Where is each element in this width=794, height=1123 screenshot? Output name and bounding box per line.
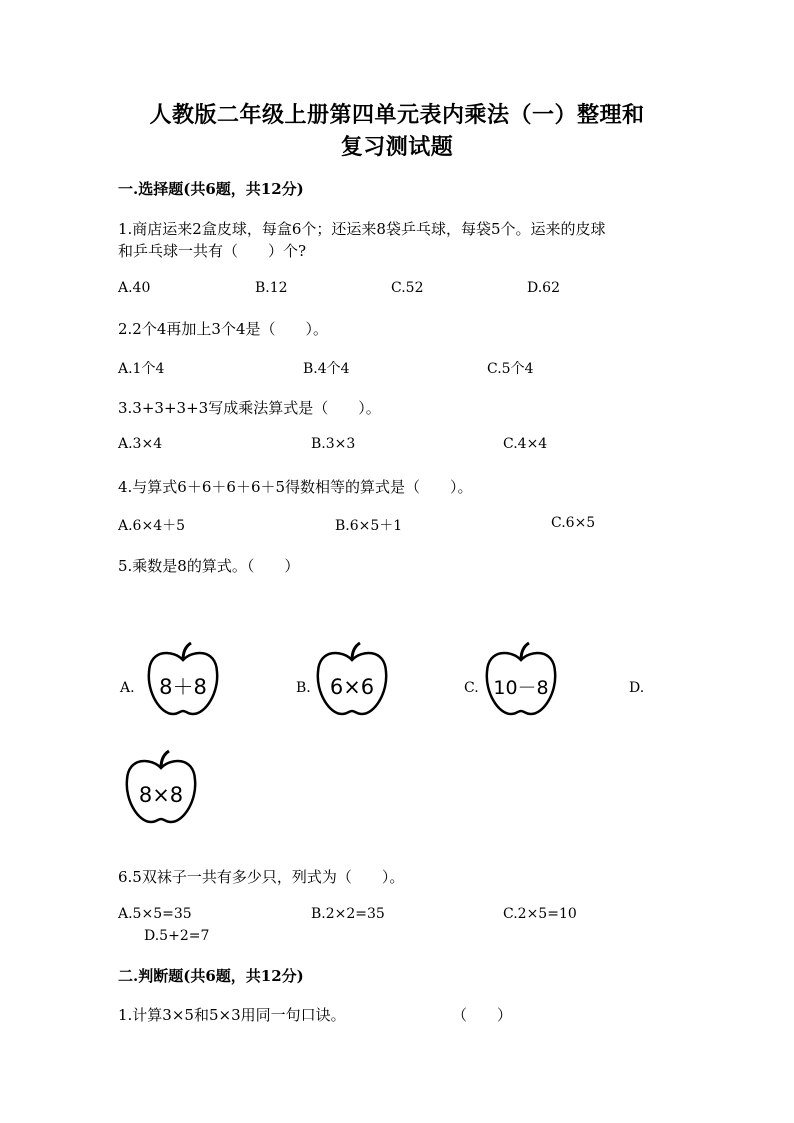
question-3-option-a: A.3×4 [118, 436, 163, 452]
question-1-option-b: B.12 [255, 280, 288, 296]
question-5-stem: 5.乘数是8的算式。（ ） [118, 557, 300, 575]
question-1-option-a: A.40 [118, 280, 151, 296]
apple-option-c [482, 640, 560, 720]
apple-option-d [122, 748, 200, 828]
judgement-1-stem: 1.计算3×5和5×3用同一句口诀。 [118, 1006, 346, 1024]
question-1-option-d: D.62 [527, 280, 560, 296]
apple-c-expression: 10－8 [493, 677, 549, 699]
question-3-option-b: B.3×3 [311, 436, 356, 452]
question-6-option-d: D.5+2=7 [144, 928, 210, 944]
question-2-option-c: C.5个4 [487, 361, 534, 377]
question-5-label-d: D. [629, 680, 645, 696]
section-heading-judgement: 二.判断题(共6题，共12分) [118, 967, 304, 985]
question-5-label-b: B. [296, 680, 311, 696]
page-title-line-1: 人教版二年级上册第四单元表内乘法（一）整理和 [149, 102, 645, 128]
apple-a-expression: 8＋8 [159, 675, 207, 699]
question-5-label-c: C. [464, 680, 479, 696]
question-6-option-a: A.5×5=35 [118, 906, 192, 922]
question-4-stem: 4.与算式6＋6＋6＋6＋5得数相等的算式是（ ）。 [118, 478, 473, 496]
apple-d-expression: 8×8 [138, 783, 184, 807]
question-1-option-c: C.52 [391, 280, 424, 296]
section-heading-choice: 一.选择题(共6题，共12分) [118, 180, 304, 198]
apple-option-a [144, 640, 222, 720]
question-3-option-c: C.4×4 [503, 436, 548, 452]
page-title-line-2: 复习测试题 [340, 134, 454, 160]
judgement-1-answer-paren: （ ） [452, 1006, 513, 1024]
question-1-line-2: 和乒乓球一共有（ ）个? [118, 242, 307, 260]
apple-b-expression: 6×6 [329, 675, 375, 699]
question-2-stem: 2.2个4再加上3个4是（ ）。 [118, 320, 328, 338]
question-4-option-b: B.6×5＋1 [335, 518, 403, 534]
question-5-label-a: A. [120, 680, 135, 696]
question-6-option-b: B.2×2=35 [311, 906, 385, 922]
question-6-stem: 6.5双袜子一共有多少只，列式为（ ）。 [118, 868, 405, 886]
question-4-option-c: C.6×5 [551, 515, 596, 531]
question-2-option-a: A.1个4 [118, 361, 165, 377]
question-1-line-1: 1.商店运来2盒皮球，每盒6个；还运来8袋乒乓球，每袋5个。运来的皮球 [118, 220, 606, 238]
question-6-option-c: C.2×5=10 [503, 906, 577, 922]
question-4-option-a: A.6×4＋5 [118, 518, 186, 534]
question-2-option-b: B.4个4 [303, 361, 350, 377]
apple-option-b [313, 640, 391, 720]
question-3-stem: 3.3+3+3+3写成乘法算式是（ ）。 [118, 399, 381, 417]
